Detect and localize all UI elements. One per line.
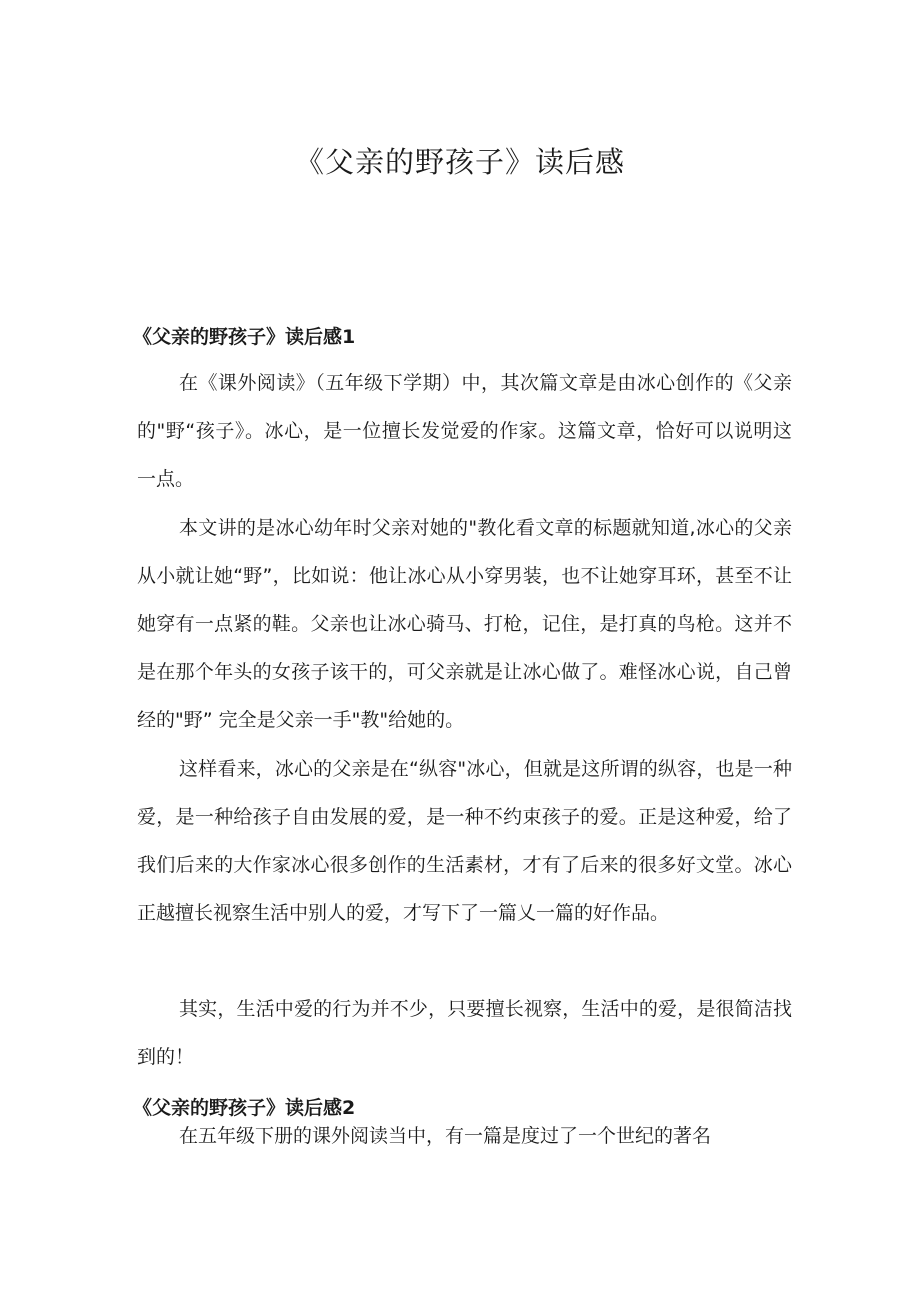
section-heading-1: 《父亲的野孩子》读后感1 <box>133 326 356 348</box>
section-heading-2: 《父亲的野孩子》读后感2 <box>133 1097 356 1119</box>
document-title: 《父亲的野孩子》读后感 <box>294 145 625 179</box>
paragraph: 本文讲的是冰心幼年时父亲对她的"教化看文章的标题就知道,冰心的父亲从小就让她“野”，比如说：他让冰心从小穿男装，也不让她穿耳环，甚至不让她穿有一点紧的鞋。父亲也让冰心骑马、打枪，记住，是打真的鸟枪。这并不是在那个年头的女孩子该干的，可父亲就是让冰心做了。难怪冰心说，自己曾经的"野” 完全是父亲一手"教"给她的。 <box>137 517 792 731</box>
paragraph: 在五年级下册的课外阅读当中，有一篇是度过了一个世纪的著名 <box>179 1125 712 1147</box>
paragraph: 其实，生活中爱的行为并不少，只要擅长视察，生活中的爱，是很简洁找到的！ <box>137 998 792 1068</box>
paragraph: 在《课外阅读》（五年级下学期）中，其次篇文章是由冰心创作的《父亲的"野“孩子》。冰心，是一位擅长发觉爱的作家。这篇文章，恰好可以说明这一点。 <box>137 372 792 490</box>
paragraph: 这样看来，冰心的父亲是在“纵容"冰心，但就是这所谓的纵容，也是一种爱，是一种给孩子自由发展的爱，是一种不约束孩子的爱。正是这种爱，给了我们后来的大作家冰心很多创作的生活素材，才有了后来的很多好文堂。冰心正越擅长视察生活中别人的爱，才写下了一篇乂一篇的好作品。 <box>137 758 792 924</box>
